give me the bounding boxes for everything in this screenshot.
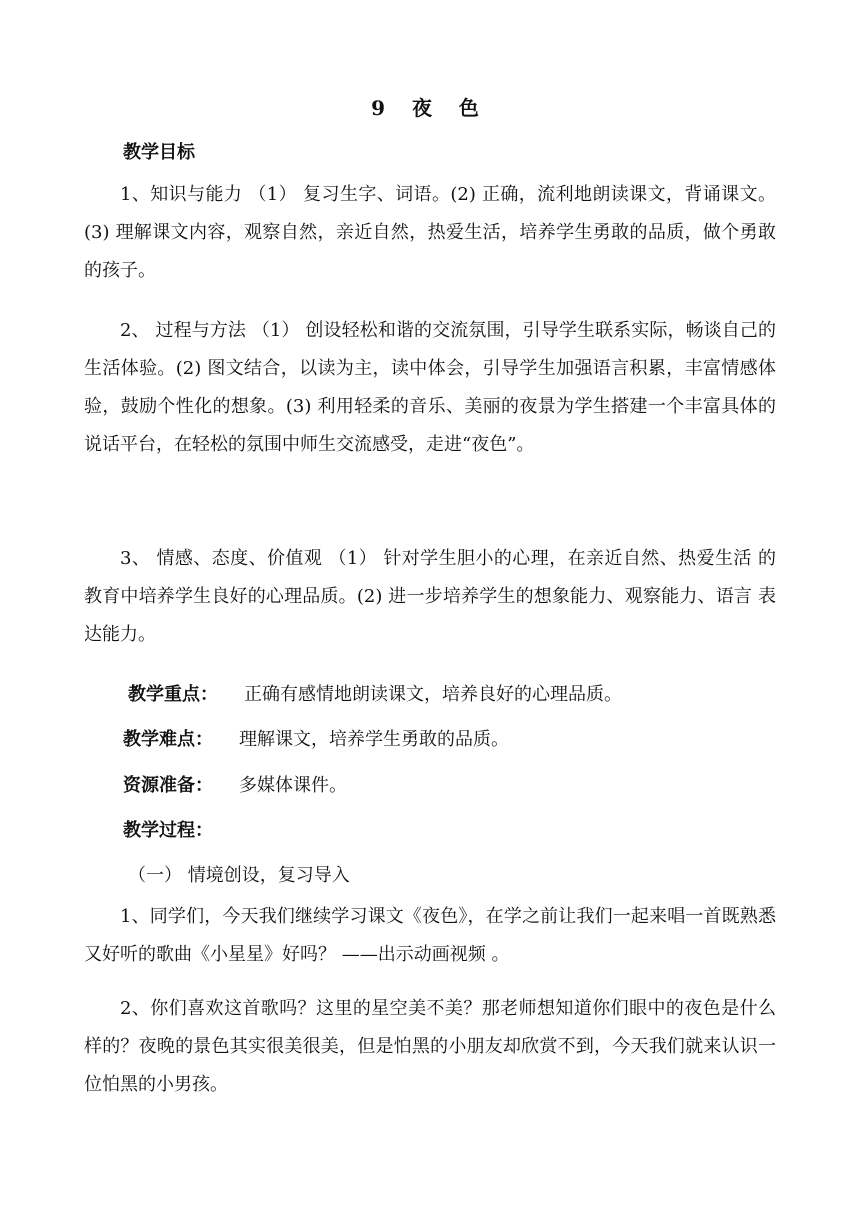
document-title: 9 夜 色: [371, 96, 489, 120]
objective-paragraph-3: 3、 情感、态度、价值观 （1） 针对学生胆小的心理，在亲近自然、热爱生活 的教育中培养学生良好的心理品质。(2) 进一步培养学生的想象能力、观察能力、语言 表达能力。: [84, 548, 776, 645]
process-paragraph-2: 2、你们喜欢这首歌吗？这里的星空美不美？那老师想知道你们眼中的夜色是什么样的？夜晚的景色其实很美很美，但是怕黑的小朋友却欣赏不到，今天我们就来认识一位怕黑的小男孩。: [84, 998, 776, 1095]
key-point-line: [128, 680, 622, 706]
difficult-point-label: 教学难点：: [123, 729, 213, 750]
resources-text: 多媒体课件。: [239, 775, 347, 796]
objective-paragraph-2: 2、 过程与方法 （1） 创设轻松和谐的交流氛围，引导学生联系实际，畅谈自己的生活体验。(2) 图文结合，以读为主，读中体会，引导学生加强语言积累，丰富情感体验，鼓励个性化的想象。(3) 利用轻柔的音乐、美丽的夜景为学生搭建一个丰富具体的说话平台，在轻松的氛围中师生交流感受，走进“夜色”。: [84, 320, 776, 455]
key-point-label: 教学重点：: [128, 684, 218, 705]
section-1-heading: （一） 情境创设，复习导入: [128, 865, 350, 886]
process-paragraph-1: 1、同学们，今天我们继续学习课文《夜色》，在学之前让我们一起来唱一首既熟悉又好听的歌曲《小星星》好吗？ ——出示动画视频 。: [84, 906, 776, 965]
objective-paragraph-1: 1、知识与能力 （1） 复习生字、词语。(2) 正确，流利地朗读课文，背诵课文。(3) 理解课文内容，观察自然，亲近自然，热爱生活，培养学生勇敢的品质，做个勇敢的孩子。: [84, 184, 776, 281]
key-point-text: 正确有感情地朗读课文，培养良好的心理品质。: [244, 684, 622, 705]
objectives-heading: 教学目标: [123, 142, 195, 163]
difficult-point-text: 理解课文，培养学生勇敢的品质。: [239, 729, 509, 750]
resources-line: [123, 771, 347, 797]
process-heading: 教学过程：: [123, 820, 213, 841]
difficult-point-line: [123, 725, 509, 751]
resources-label: 资源准备：: [123, 775, 213, 796]
